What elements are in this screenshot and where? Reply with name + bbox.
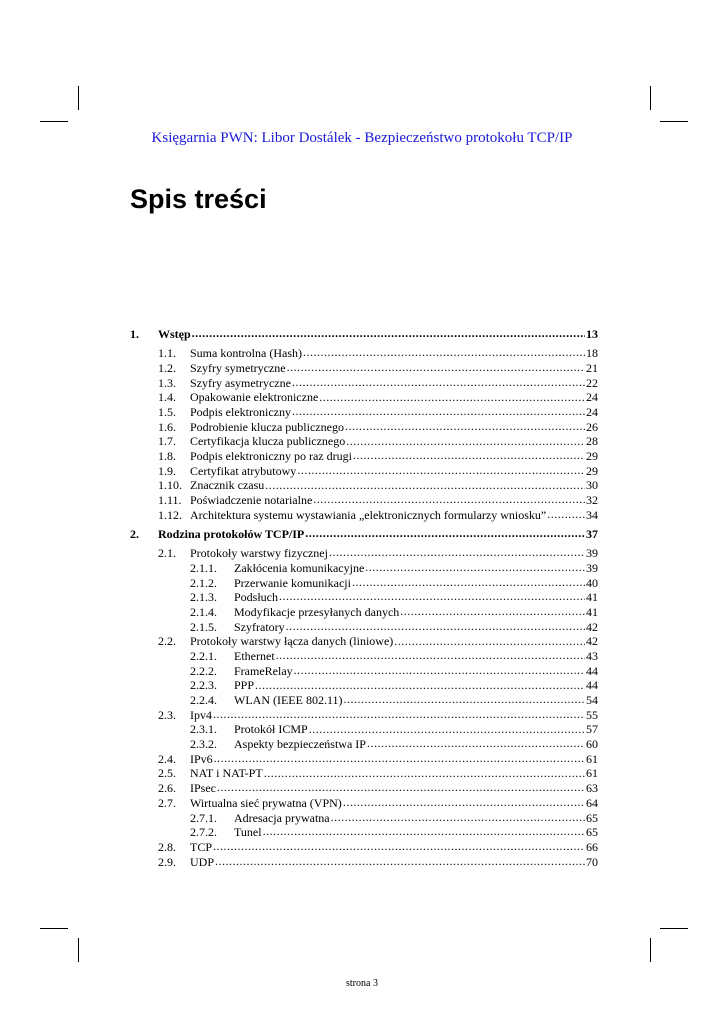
toc-leader	[309, 723, 585, 733]
toc-leader	[344, 694, 585, 704]
toc-title: NAT i NAT-PT	[190, 766, 263, 781]
toc-number: 2.1.	[158, 546, 176, 561]
toc-leader	[294, 665, 585, 675]
toc-number: 1.11.	[158, 493, 182, 508]
toc-leader	[331, 812, 585, 822]
toc-page: 21	[586, 360, 598, 375]
toc-leader	[343, 797, 585, 807]
toc-title: Tunel	[234, 825, 262, 840]
toc-title: Poświadczenie notarialne	[190, 493, 313, 508]
toc-entry	[130, 664, 598, 679]
toc-entry	[130, 508, 598, 523]
toc-leader	[292, 406, 585, 416]
toc-page: 57	[586, 722, 598, 737]
toc-title: Szyfratory	[234, 619, 285, 634]
toc-page: 61	[586, 766, 598, 781]
toc-number: 2.2.3.	[190, 678, 217, 693]
toc-entry	[130, 825, 598, 840]
toc-number: 1.1.	[158, 346, 176, 361]
toc-number: 1.	[130, 327, 139, 341]
toc-entry	[130, 605, 598, 620]
crop-mark	[650, 86, 651, 110]
toc-number: 1.7.	[158, 434, 176, 449]
toc-number: 1.6.	[158, 419, 176, 434]
toc-leader	[255, 679, 585, 689]
toc-entry	[130, 576, 598, 591]
toc-page: 43	[586, 648, 598, 663]
crop-mark	[78, 938, 79, 962]
toc-leader	[400, 606, 585, 616]
toc-title: Wirtualna sieć prywatna (VPN)	[190, 795, 342, 810]
toc-title: UDP	[190, 854, 215, 869]
toc-entry	[130, 781, 598, 796]
toc-page: 44	[586, 678, 598, 693]
toc-leader	[367, 738, 585, 748]
toc-number: 2.1.2.	[190, 575, 217, 590]
toc-number: 2.6.	[158, 781, 176, 796]
toc-leader	[215, 856, 585, 866]
toc-page: 42	[586, 619, 598, 634]
crop-mark	[660, 928, 688, 929]
toc-entry	[130, 855, 598, 870]
toc-number: 1.9.	[158, 463, 176, 478]
toc-title: Architektura systemu wystawiania „elektronicznych formularzy wniosku”	[190, 507, 547, 522]
toc-title: Szyfry asymetryczne	[190, 375, 291, 390]
toc-title: Certyfikat atrybutowy	[190, 463, 297, 478]
crop-mark	[660, 121, 688, 122]
toc-title: FrameRelay	[234, 663, 293, 678]
toc-leader	[352, 577, 585, 587]
toc-entry	[130, 390, 598, 405]
toc-title: Ipv4	[190, 707, 212, 722]
toc-entry	[130, 478, 598, 493]
toc-number: 1.4.	[158, 390, 176, 405]
toc-title: IPsec	[190, 781, 216, 796]
toc-page: 13	[586, 327, 598, 341]
toc-title: Protokoły warstwy fizycznej	[190, 546, 328, 561]
toc-number: 1.2.	[158, 360, 176, 375]
toc-number: 2.4.	[158, 751, 176, 766]
toc-number: 2.2.1.	[190, 648, 217, 663]
toc-page: 32	[586, 493, 598, 508]
toc-title: Przerwanie komunikacji	[234, 575, 351, 590]
toc-page: 60	[586, 737, 598, 752]
toc-page: 30	[586, 478, 598, 493]
toc-title: Protokół ICMP	[234, 722, 308, 737]
toc-entry	[130, 752, 598, 767]
toc-entry	[130, 766, 598, 781]
toc-page: 22	[586, 375, 598, 390]
toc-number: 2.1.4.	[190, 604, 217, 619]
toc-leader	[214, 753, 585, 763]
toc-leader	[192, 328, 585, 338]
toc-entry	[130, 620, 598, 635]
toc-number: 1.12.	[158, 507, 182, 522]
toc-leader	[303, 347, 585, 357]
toc-page: 29	[586, 463, 598, 478]
toc-number: 2.	[130, 526, 139, 541]
crop-mark	[40, 928, 68, 929]
toc-number: 2.1.3.	[190, 590, 217, 605]
toc-chapter	[130, 327, 598, 342]
toc-leader	[329, 547, 585, 557]
toc-page: 28	[586, 434, 598, 449]
toc-title: Wstęp	[158, 327, 191, 341]
toc-number: 2.2.4.	[190, 693, 217, 707]
crop-mark	[78, 86, 79, 110]
toc-title: Rodzina protokołów TCP/IP	[158, 526, 305, 541]
toc-title: Certyfikacja klucza publicznego	[190, 434, 346, 449]
toc-number: 2.2.2.	[190, 663, 217, 678]
toc-number: 2.7.	[158, 795, 176, 810]
toc-entry	[130, 708, 598, 723]
toc-page: 40	[586, 575, 598, 590]
toc-page: 37	[586, 526, 598, 541]
toc-title: Aspekty bezpieczeństwa IP	[234, 737, 366, 752]
toc-page: 66	[586, 839, 598, 854]
toc-page: 65	[586, 810, 598, 825]
toc-leader	[217, 782, 585, 792]
toc-title: Ethernet	[234, 648, 275, 663]
toc-leader	[319, 391, 585, 401]
toc-title: Szyfry symetryczne	[190, 360, 286, 375]
toc-page: 42	[586, 634, 598, 649]
toc-number: 2.3.1.	[190, 722, 217, 737]
toc-title: IPv6	[190, 751, 213, 766]
toc-leader	[286, 621, 585, 631]
toc-entry	[130, 420, 598, 435]
toc-page: 70	[586, 854, 598, 869]
toc-number: 2.3.	[158, 707, 176, 722]
toc-entry	[130, 361, 598, 376]
toc-page: 55	[586, 707, 598, 722]
toc-title: PPP	[234, 678, 255, 693]
toc-entry	[130, 634, 598, 649]
toc-leader	[353, 450, 585, 460]
toc-chapter	[130, 527, 598, 542]
table-of-contents	[130, 327, 598, 869]
toc-title: Adresacja prywatna	[234, 810, 330, 825]
toc-leader	[547, 509, 585, 519]
toc-entry	[130, 464, 598, 479]
toc-leader	[292, 377, 585, 387]
toc-entry	[130, 376, 598, 391]
toc-title: Podpis elektroniczny po raz drugi	[190, 449, 352, 463]
toc-title: Opakowanie elektroniczne	[190, 390, 319, 405]
toc-page: 24	[586, 390, 598, 405]
crop-mark	[40, 121, 68, 122]
toc-entry	[130, 405, 598, 420]
toc-number: 2.2.	[158, 634, 176, 649]
toc-page: 63	[586, 781, 598, 796]
toc-title: WLAN (IEEE 802.11)	[234, 693, 343, 707]
toc-entry	[130, 722, 598, 737]
toc-page: 26	[586, 419, 598, 434]
page-number: strona 3	[346, 978, 378, 989]
toc-page: 29	[586, 449, 598, 463]
toc-number: 1.10.	[158, 478, 182, 493]
toc-page: 65	[586, 825, 598, 840]
toc-page: 34	[586, 507, 598, 522]
toc-title: Podpis elektroniczny	[190, 404, 291, 419]
toc-entry	[130, 590, 598, 605]
page-header: Księgarnia PWN: Libor Dostálek - Bezpieczeństwo protokołu TCP/IP	[151, 130, 573, 146]
toc-page: 64	[586, 795, 598, 810]
toc-title: Suma kontrolna (Hash)	[190, 346, 302, 361]
toc-leader	[263, 826, 585, 836]
toc-title: Znacznik czasu	[190, 478, 265, 493]
toc-entry	[130, 346, 598, 361]
toc-leader	[346, 435, 585, 445]
toc-entry	[130, 796, 598, 811]
toc-number: 1.8.	[158, 449, 176, 463]
page-title: Spis treści	[130, 184, 267, 214]
toc-page: 44	[586, 663, 598, 678]
toc-number: 1.5.	[158, 404, 176, 419]
toc-title: Podrobienie klucza publicznego	[190, 419, 344, 434]
crop-mark	[650, 938, 651, 962]
toc-leader	[313, 494, 585, 504]
toc-entry	[130, 693, 598, 708]
toc-page: 41	[586, 604, 598, 619]
toc-number: 2.7.2.	[190, 825, 217, 840]
toc-entry	[130, 434, 598, 449]
toc-title: Modyfikacje przesyłanych danych	[234, 604, 400, 619]
toc-leader	[279, 591, 585, 601]
toc-page: 54	[586, 693, 598, 707]
toc-leader	[365, 562, 585, 572]
toc-leader	[264, 767, 585, 777]
toc-leader	[265, 479, 585, 489]
toc-entry	[130, 546, 598, 561]
toc-number: 2.9.	[158, 854, 176, 869]
toc-number: 2.5.	[158, 766, 176, 781]
toc-number: 1.3.	[158, 375, 176, 390]
toc-entry	[130, 649, 598, 664]
toc-number: 2.8.	[158, 839, 176, 854]
toc-leader	[297, 465, 585, 475]
toc-leader	[394, 635, 585, 645]
toc-leader	[276, 650, 585, 660]
toc-leader	[213, 841, 585, 851]
toc-title: Podsłuch	[234, 590, 279, 605]
toc-title: Zakłócenia komunikacyjne	[234, 560, 365, 575]
toc-number: 2.1.1.	[190, 560, 217, 575]
toc-entry	[130, 840, 598, 855]
toc-page: 39	[586, 560, 598, 575]
toc-leader	[305, 528, 585, 538]
toc-entry	[130, 493, 598, 508]
toc-page: 24	[586, 404, 598, 419]
toc-entry	[130, 678, 598, 693]
toc-title: Protokoły warstwy łącza danych (liniowe)	[190, 634, 394, 649]
toc-entry	[130, 737, 598, 752]
toc-entry	[130, 811, 598, 826]
toc-leader	[345, 421, 585, 431]
toc-entry	[130, 449, 598, 464]
toc-leader	[213, 709, 585, 719]
toc-leader	[287, 362, 585, 372]
toc-page: 41	[586, 590, 598, 605]
toc-number: 2.1.5.	[190, 619, 217, 634]
toc-page: 18	[586, 346, 598, 361]
toc-page: 61	[586, 751, 598, 766]
toc-title: TCP	[190, 839, 213, 854]
toc-entry	[130, 561, 598, 576]
toc-number: 2.3.2.	[190, 737, 217, 752]
toc-number: 2.7.1.	[190, 810, 217, 825]
toc-page: 39	[586, 546, 598, 561]
